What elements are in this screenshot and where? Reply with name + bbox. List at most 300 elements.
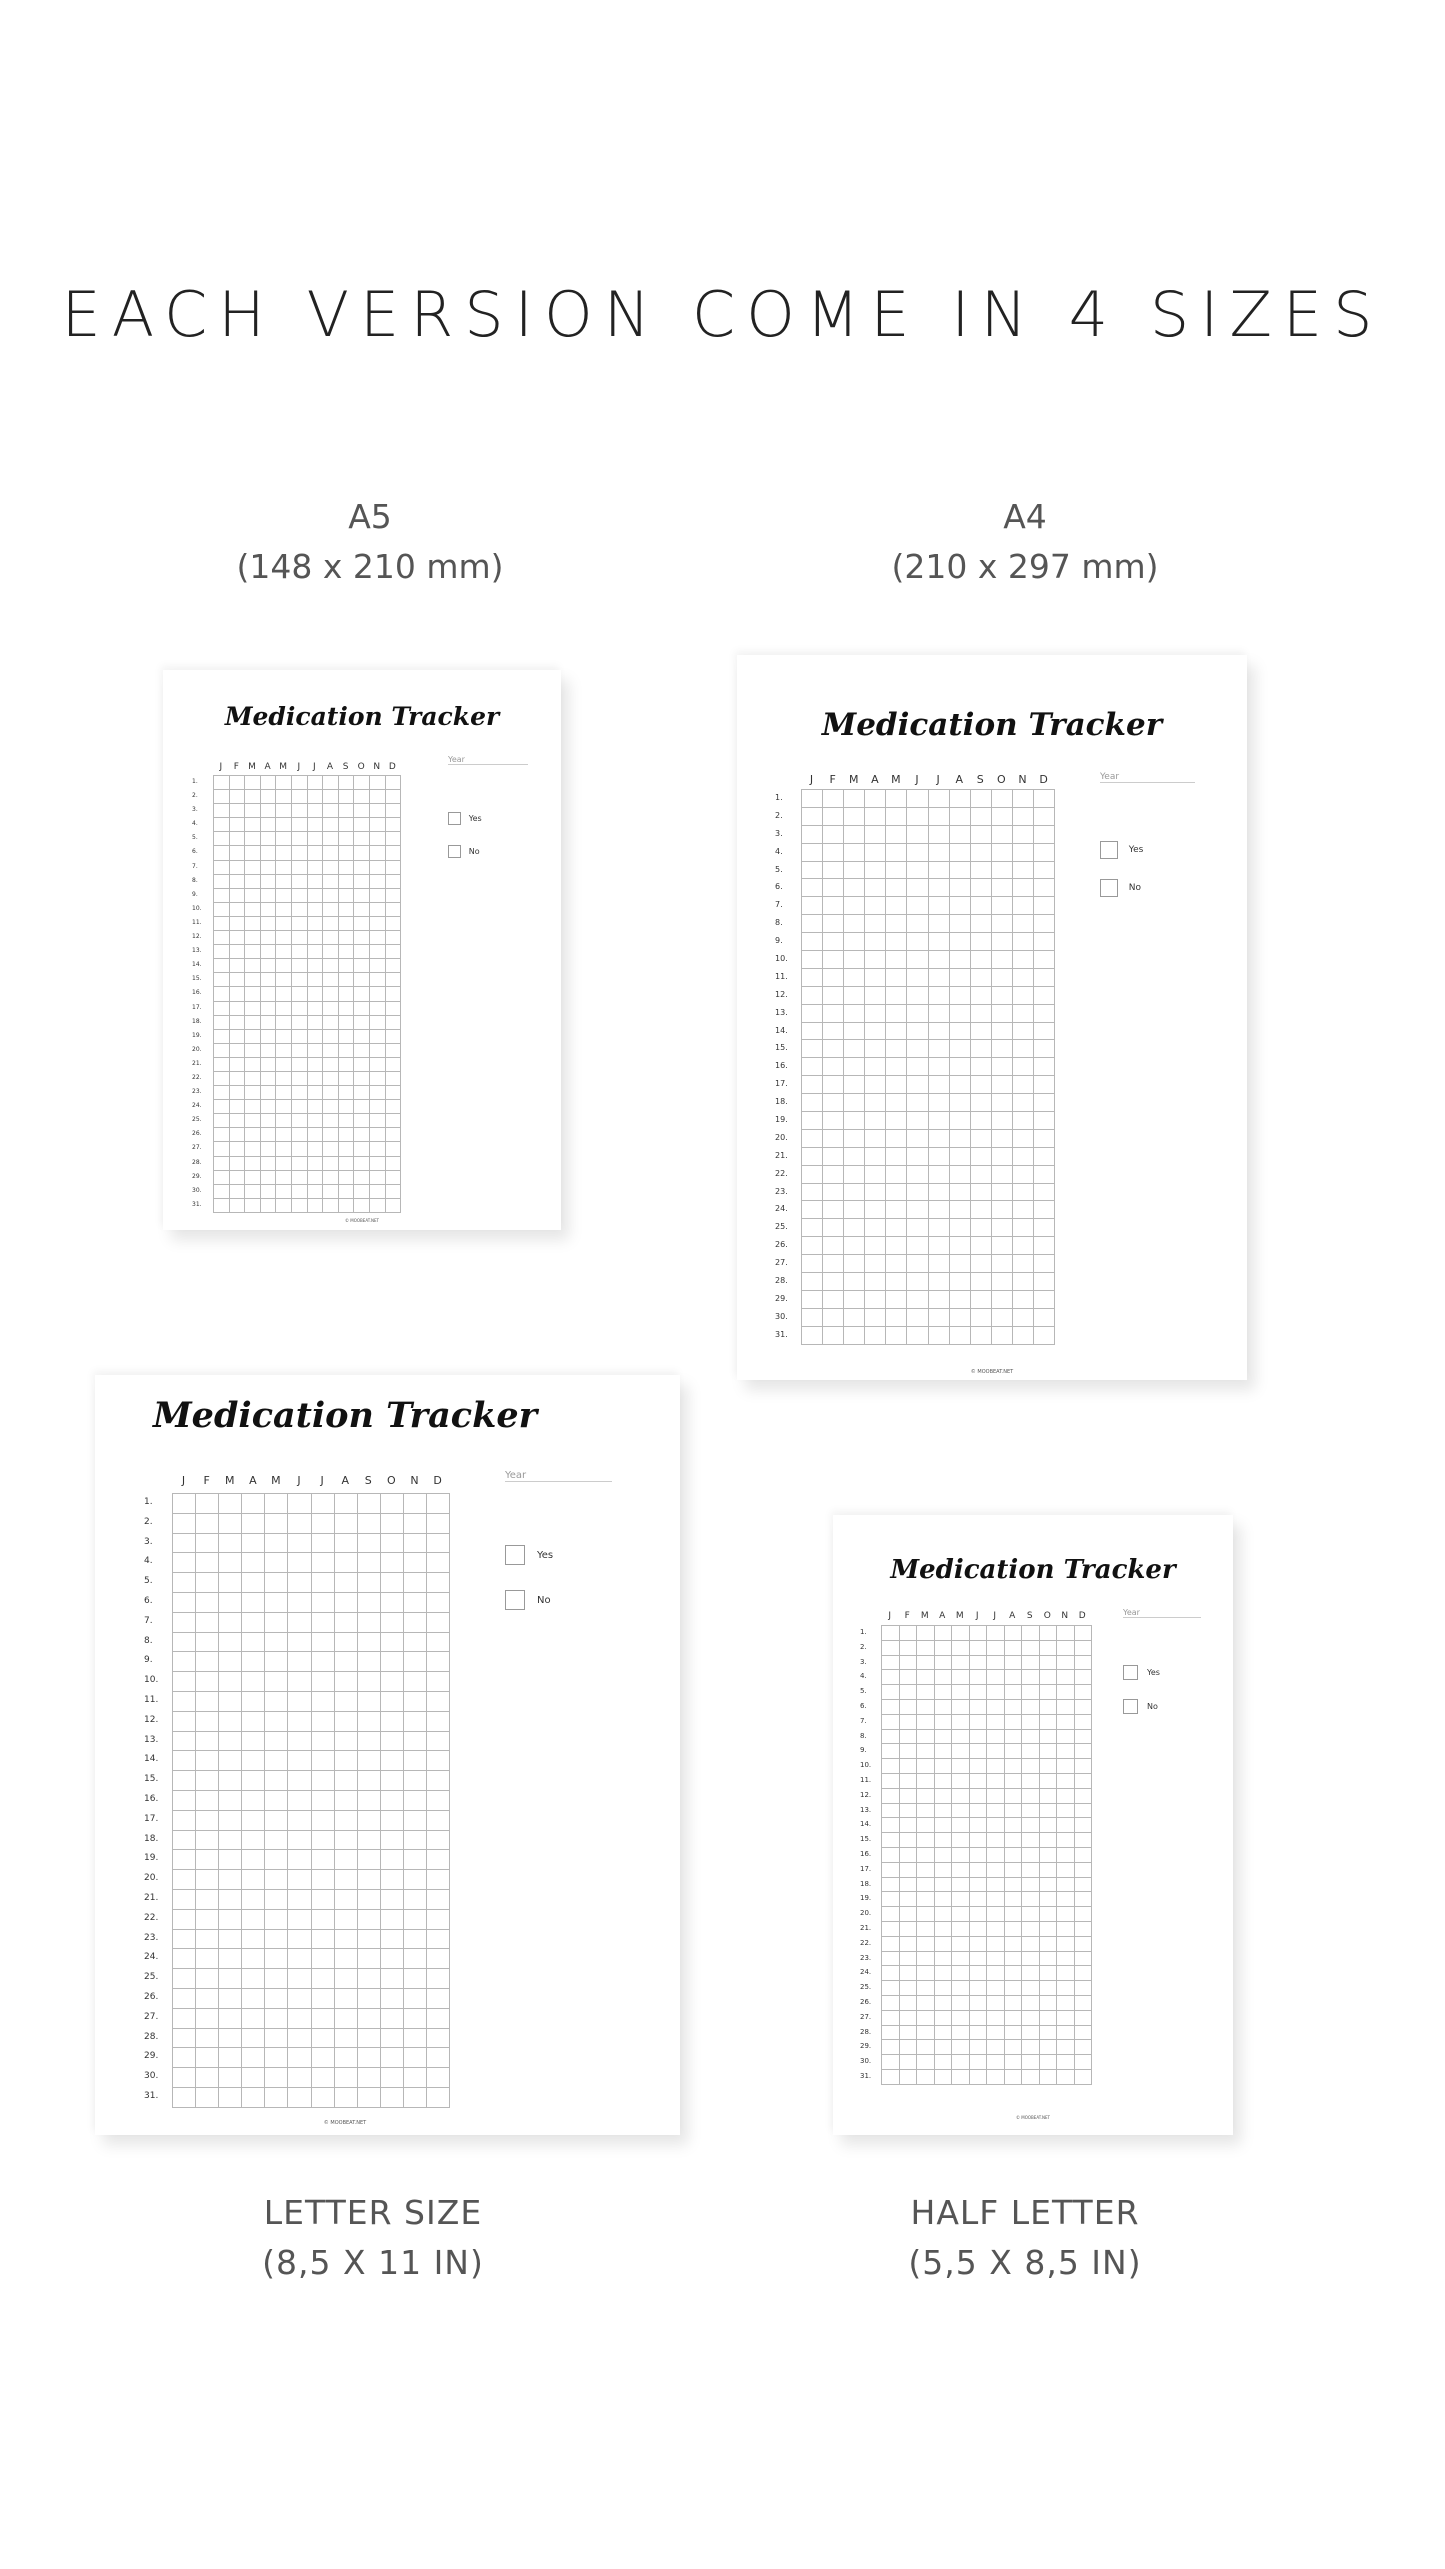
- tracker-cell[interactable]: [1057, 1641, 1075, 1656]
- tracker-cell[interactable]: [865, 1273, 886, 1291]
- tracker-cell[interactable]: [308, 804, 324, 818]
- tracker-cell[interactable]: [335, 1633, 358, 1653]
- tracker-cell[interactable]: [370, 1086, 386, 1100]
- tracker-cell[interactable]: [276, 1002, 292, 1016]
- tracker-cell[interactable]: [386, 1058, 402, 1072]
- tracker-cell[interactable]: [219, 1494, 242, 1514]
- tracker-cell[interactable]: [261, 1142, 277, 1156]
- tracker-cell[interactable]: [950, 790, 971, 808]
- tracker-cell[interactable]: [1005, 2070, 1023, 2085]
- tracker-cell[interactable]: [886, 1058, 907, 1076]
- tracker-cell[interactable]: [1005, 1818, 1023, 1833]
- tracker-cell[interactable]: [844, 1201, 865, 1219]
- tracker-cell[interactable]: [802, 987, 823, 1005]
- tracker-cell[interactable]: [265, 1751, 288, 1771]
- tracker-cell[interactable]: [1075, 1892, 1093, 1907]
- tracker-cell[interactable]: [1005, 1981, 1023, 1996]
- tracker-cell[interactable]: [173, 1613, 196, 1633]
- tracker-cell[interactable]: [386, 776, 402, 790]
- tracker-cell[interactable]: [1075, 1937, 1093, 1952]
- tracker-cell[interactable]: [992, 808, 1013, 826]
- tracker-cell[interactable]: [219, 1573, 242, 1593]
- tracker-cell[interactable]: [1022, 2040, 1040, 2055]
- tracker-cell[interactable]: [1022, 1789, 1040, 1804]
- legend-no-box[interactable]: [448, 845, 461, 858]
- tracker-cell[interactable]: [987, 1907, 1005, 1922]
- tracker-cell[interactable]: [882, 1774, 900, 1789]
- tracker-cell[interactable]: [1040, 1848, 1058, 1863]
- tracker-cell[interactable]: [1057, 1996, 1075, 2011]
- tracker-cell[interactable]: [245, 776, 261, 790]
- tracker-cell[interactable]: [276, 804, 292, 818]
- tracker-cell[interactable]: [987, 1804, 1005, 1819]
- tracker-cell[interactable]: [1034, 1184, 1055, 1202]
- tracker-cell[interactable]: [1034, 1040, 1055, 1058]
- tracker-cell[interactable]: [339, 931, 355, 945]
- tracker-cell[interactable]: [882, 1937, 900, 1952]
- tracker-cell[interactable]: [1040, 1981, 1058, 1996]
- tracker-cell[interactable]: [970, 1730, 988, 1745]
- tracker-cell[interactable]: [335, 1672, 358, 1692]
- tracker-cell[interactable]: [1022, 1759, 1040, 1774]
- tracker-cell[interactable]: [214, 818, 230, 832]
- tracker-cell[interactable]: [1022, 1848, 1040, 1863]
- tracker-cell[interactable]: [335, 1732, 358, 1752]
- tracker-cell[interactable]: [886, 951, 907, 969]
- tracker-cell[interactable]: [427, 1652, 450, 1672]
- tracker-cell[interactable]: [1075, 1981, 1093, 1996]
- tracker-cell[interactable]: [1075, 1952, 1093, 1967]
- tracker-cell[interactable]: [865, 1005, 886, 1023]
- tracker-cell[interactable]: [971, 1112, 992, 1130]
- tracker-cell[interactable]: [370, 1002, 386, 1016]
- tracker-cell[interactable]: [865, 1076, 886, 1094]
- tracker-cell[interactable]: [339, 1199, 355, 1213]
- tracker-cell[interactable]: [1005, 2055, 1023, 2070]
- tracker-cell[interactable]: [1034, 987, 1055, 1005]
- tracker-cell[interactable]: [823, 862, 844, 880]
- tracker-cell[interactable]: [358, 1652, 381, 1672]
- tracker-cell[interactable]: [386, 875, 402, 889]
- tracker-cell[interactable]: [1022, 1966, 1040, 1981]
- tracker-cell[interactable]: [992, 1130, 1013, 1148]
- tracker-cell[interactable]: [230, 987, 246, 1001]
- tracker-cell[interactable]: [323, 959, 339, 973]
- tracker-cell[interactable]: [992, 897, 1013, 915]
- tracker-cell[interactable]: [950, 1076, 971, 1094]
- tracker-cell[interactable]: [292, 917, 308, 931]
- tracker-cell[interactable]: [312, 1573, 335, 1593]
- tracker-cell[interactable]: [354, 959, 370, 973]
- tracker-cell[interactable]: [929, 1076, 950, 1094]
- tracker-cell[interactable]: [900, 1996, 918, 2011]
- tracker-cell[interactable]: [802, 1327, 823, 1345]
- tracker-cell[interactable]: [1013, 915, 1034, 933]
- tracker-cell[interactable]: [1057, 1626, 1075, 1641]
- tracker-cell[interactable]: [1005, 1730, 1023, 1745]
- tracker-cell[interactable]: [886, 1005, 907, 1023]
- tracker-cell[interactable]: [987, 2026, 1005, 2041]
- tracker-cell[interactable]: [265, 1949, 288, 1969]
- legend-yes-box[interactable]: [1123, 1665, 1138, 1680]
- tracker-cell[interactable]: [261, 1128, 277, 1142]
- tracker-cell[interactable]: [358, 1751, 381, 1771]
- tracker-cell[interactable]: [265, 2009, 288, 2029]
- tracker-cell[interactable]: [358, 1712, 381, 1732]
- tracker-cell[interactable]: [323, 1100, 339, 1114]
- tracker-cell[interactable]: [276, 875, 292, 889]
- tracker-cell[interactable]: [971, 1291, 992, 1309]
- tracker-cell[interactable]: [288, 2068, 311, 2088]
- tracker-cell[interactable]: [245, 973, 261, 987]
- tracker-cell[interactable]: [173, 1514, 196, 1534]
- tracker-cell[interactable]: [261, 973, 277, 987]
- tracker-cell[interactable]: [245, 861, 261, 875]
- year-field[interactable]: Year: [1100, 772, 1195, 783]
- tracker-cell[interactable]: [245, 832, 261, 846]
- tracker-cell[interactable]: [370, 973, 386, 987]
- tracker-cell[interactable]: [427, 1692, 450, 1712]
- tracker-cell[interactable]: [381, 1732, 404, 1752]
- tracker-cell[interactable]: [288, 2009, 311, 2029]
- tracker-cell[interactable]: [173, 1494, 196, 1514]
- tracker-cell[interactable]: [992, 790, 1013, 808]
- tracker-cell[interactable]: [173, 1811, 196, 1831]
- tracker-cell[interactable]: [917, 1981, 935, 1996]
- tracker-cell[interactable]: [900, 1833, 918, 1848]
- tracker-cell[interactable]: [1040, 1641, 1058, 1656]
- tracker-cell[interactable]: [312, 1910, 335, 1930]
- tracker-cell[interactable]: [802, 1112, 823, 1130]
- tracker-cell[interactable]: [219, 1930, 242, 1950]
- tracker-cell[interactable]: [276, 1185, 292, 1199]
- tracker-cell[interactable]: [214, 1002, 230, 1016]
- tracker-cell[interactable]: [196, 1791, 219, 1811]
- tracker-cell[interactable]: [886, 1148, 907, 1166]
- tracker-cell[interactable]: [354, 1171, 370, 1185]
- tracker-cell[interactable]: [173, 1850, 196, 1870]
- tracker-cell[interactable]: [245, 1016, 261, 1030]
- tracker-cell[interactable]: [339, 1185, 355, 1199]
- tracker-cell[interactable]: [900, 1804, 918, 1819]
- tracker-cell[interactable]: [292, 846, 308, 860]
- tracker-cell[interactable]: [358, 2048, 381, 2068]
- tracker-cell[interactable]: [173, 1910, 196, 1930]
- tracker-cell[interactable]: [987, 1641, 1005, 1656]
- tracker-cell[interactable]: [370, 1044, 386, 1058]
- tracker-cell[interactable]: [339, 1002, 355, 1016]
- tracker-cell[interactable]: [386, 1016, 402, 1030]
- tracker-cell[interactable]: [214, 889, 230, 903]
- tracker-cell[interactable]: [1005, 1685, 1023, 1700]
- tracker-cell[interactable]: [882, 1907, 900, 1922]
- tracker-cell[interactable]: [214, 1142, 230, 1156]
- tracker-cell[interactable]: [865, 879, 886, 897]
- tracker-cell[interactable]: [844, 987, 865, 1005]
- tracker-cell[interactable]: [288, 1553, 311, 1573]
- tracker-cell[interactable]: [929, 1005, 950, 1023]
- tracker-cell[interactable]: [219, 2009, 242, 2029]
- tracker-cell[interactable]: [907, 1219, 928, 1237]
- tracker-cell[interactable]: [929, 987, 950, 1005]
- legend-yes-box[interactable]: [448, 812, 461, 825]
- tracker-cell[interactable]: [358, 2009, 381, 2029]
- tracker-cell[interactable]: [427, 1712, 450, 1732]
- tracker-cell[interactable]: [308, 973, 324, 987]
- tracker-cell[interactable]: [802, 1219, 823, 1237]
- tracker-cell[interactable]: [335, 1989, 358, 2009]
- tracker-cell[interactable]: [1013, 1040, 1034, 1058]
- tracker-cell[interactable]: [219, 2088, 242, 2108]
- tracker-cell[interactable]: [323, 917, 339, 931]
- tracker-cell[interactable]: [882, 1730, 900, 1745]
- tracker-cell[interactable]: [1022, 1730, 1040, 1745]
- tracker-cell[interactable]: [265, 1712, 288, 1732]
- tracker-cell[interactable]: [339, 1016, 355, 1030]
- tracker-cell[interactable]: [971, 1273, 992, 1291]
- tracker-cell[interactable]: [370, 875, 386, 889]
- tracker-cell[interactable]: [427, 1870, 450, 1890]
- tracker-cell[interactable]: [323, 1157, 339, 1171]
- tracker-cell[interactable]: [427, 1573, 450, 1593]
- tracker-cell[interactable]: [276, 1072, 292, 1086]
- tracker-cell[interactable]: [381, 2009, 404, 2029]
- tracker-cell[interactable]: [950, 1327, 971, 1345]
- tracker-cell[interactable]: [354, 804, 370, 818]
- tracker-cell[interactable]: [952, 1670, 970, 1685]
- tracker-cell[interactable]: [900, 1730, 918, 1745]
- tracker-cell[interactable]: [386, 1072, 402, 1086]
- tracker-cell[interactable]: [404, 1553, 427, 1573]
- tracker-cell[interactable]: [882, 1626, 900, 1641]
- tracker-cell[interactable]: [308, 861, 324, 875]
- tracker-cell[interactable]: [917, 1774, 935, 1789]
- tracker-cell[interactable]: [288, 1494, 311, 1514]
- tracker-cell[interactable]: [823, 879, 844, 897]
- tracker-cell[interactable]: [242, 1890, 265, 1910]
- tracker-cell[interactable]: [292, 1058, 308, 1072]
- tracker-cell[interactable]: [265, 1692, 288, 1712]
- tracker-cell[interactable]: [1040, 2040, 1058, 2055]
- tracker-cell[interactable]: [242, 1633, 265, 1653]
- tracker-cell[interactable]: [292, 987, 308, 1001]
- tracker-cell[interactable]: [312, 2009, 335, 2029]
- tracker-cell[interactable]: [900, 2040, 918, 2055]
- tracker-cell[interactable]: [907, 790, 928, 808]
- tracker-cell[interactable]: [242, 1910, 265, 1930]
- tracker-cell[interactable]: [907, 1094, 928, 1112]
- tracker-cell[interactable]: [950, 879, 971, 897]
- tracker-cell[interactable]: [196, 1633, 219, 1653]
- tracker-cell[interactable]: [196, 1771, 219, 1791]
- tracker-cell[interactable]: [265, 1573, 288, 1593]
- tracker-cell[interactable]: [214, 973, 230, 987]
- tracker-cell[interactable]: [386, 1199, 402, 1213]
- tracker-cell[interactable]: [242, 1553, 265, 1573]
- tracker-cell[interactable]: [970, 1863, 988, 1878]
- tracker-cell[interactable]: [173, 1593, 196, 1613]
- tracker-cell[interactable]: [844, 1148, 865, 1166]
- tracker-cell[interactable]: [844, 826, 865, 844]
- tracker-cell[interactable]: [1057, 1685, 1075, 1700]
- tracker-cell[interactable]: [381, 1930, 404, 1950]
- tracker-cell[interactable]: [219, 1890, 242, 1910]
- tracker-cell[interactable]: [173, 1930, 196, 1950]
- tracker-cell[interactable]: [1005, 1966, 1023, 1981]
- tracker-cell[interactable]: [261, 818, 277, 832]
- tracker-cell[interactable]: [370, 846, 386, 860]
- tracker-cell[interactable]: [354, 776, 370, 790]
- tracker-cell[interactable]: [339, 1044, 355, 1058]
- tracker-cell[interactable]: [929, 1309, 950, 1327]
- tracker-cell[interactable]: [823, 1076, 844, 1094]
- tracker-cell[interactable]: [950, 1166, 971, 1184]
- tracker-cell[interactable]: [261, 1185, 277, 1199]
- tracker-cell[interactable]: [900, 1981, 918, 1996]
- tracker-cell[interactable]: [381, 1573, 404, 1593]
- tracker-cell[interactable]: [261, 987, 277, 1001]
- tracker-cell[interactable]: [214, 959, 230, 973]
- tracker-cell[interactable]: [1034, 1327, 1055, 1345]
- tracker-cell[interactable]: [339, 818, 355, 832]
- tracker-cell[interactable]: [196, 2029, 219, 2049]
- tracker-cell[interactable]: [844, 844, 865, 862]
- tracker-cell[interactable]: [1075, 1656, 1093, 1671]
- tracker-cell[interactable]: [358, 1989, 381, 2009]
- tracker-cell[interactable]: [219, 1969, 242, 1989]
- tracker-cell[interactable]: [230, 875, 246, 889]
- tracker-cell[interactable]: [219, 1811, 242, 1831]
- tracker-cell[interactable]: [370, 1142, 386, 1156]
- tracker-cell[interactable]: [882, 1789, 900, 1804]
- tracker-cell[interactable]: [1075, 1670, 1093, 1685]
- tracker-cell[interactable]: [1013, 1273, 1034, 1291]
- tracker-cell[interactable]: [971, 844, 992, 862]
- tracker-cell[interactable]: [292, 861, 308, 875]
- tracker-cell[interactable]: [952, 1759, 970, 1774]
- tracker-cell[interactable]: [245, 818, 261, 832]
- tracker-cell[interactable]: [173, 1989, 196, 2009]
- tracker-cell[interactable]: [1022, 1996, 1040, 2011]
- tracker-cell[interactable]: [917, 1700, 935, 1715]
- tracker-cell[interactable]: [265, 1494, 288, 1514]
- tracker-cell[interactable]: [970, 1892, 988, 1907]
- tracker-cell[interactable]: [987, 1670, 1005, 1685]
- tracker-cell[interactable]: [358, 1593, 381, 1613]
- tracker-cell[interactable]: [917, 1789, 935, 1804]
- tracker-cell[interactable]: [245, 790, 261, 804]
- tracker-cell[interactable]: [1034, 1201, 1055, 1219]
- tracker-cell[interactable]: [214, 1114, 230, 1128]
- tracker-cell[interactable]: [427, 1771, 450, 1791]
- tracker-cell[interactable]: [196, 1811, 219, 1831]
- tracker-cell[interactable]: [173, 2029, 196, 2049]
- tracker-cell[interactable]: [358, 1969, 381, 1989]
- tracker-cell[interactable]: [907, 808, 928, 826]
- tracker-cell[interactable]: [1034, 969, 1055, 987]
- tracker-cell[interactable]: [950, 1219, 971, 1237]
- tracker-cell[interactable]: [917, 1670, 935, 1685]
- tracker-cell[interactable]: [1034, 1112, 1055, 1130]
- tracker-cell[interactable]: [1075, 1818, 1093, 1833]
- tracker-cell[interactable]: [917, 2055, 935, 2070]
- tracker-cell[interactable]: [245, 903, 261, 917]
- tracker-cell[interactable]: [823, 1273, 844, 1291]
- tracker-cell[interactable]: [952, 1804, 970, 1819]
- tracker-cell[interactable]: [929, 915, 950, 933]
- tracker-cell[interactable]: [1005, 1670, 1023, 1685]
- tracker-cell[interactable]: [900, 2011, 918, 2026]
- tracker-cell[interactable]: [230, 1128, 246, 1142]
- tracker-cell[interactable]: [308, 1002, 324, 1016]
- tracker-cell[interactable]: [323, 1002, 339, 1016]
- tracker-cell[interactable]: [886, 1201, 907, 1219]
- tracker-cell[interactable]: [907, 933, 928, 951]
- tracker-cell[interactable]: [987, 1952, 1005, 1967]
- tracker-cell[interactable]: [219, 2048, 242, 2068]
- tracker-cell[interactable]: [1034, 1166, 1055, 1184]
- tracker-cell[interactable]: [335, 1930, 358, 1950]
- tracker-cell[interactable]: [276, 959, 292, 973]
- tracker-cell[interactable]: [323, 1171, 339, 1185]
- tracker-cell[interactable]: [288, 1573, 311, 1593]
- tracker-cell[interactable]: [950, 1148, 971, 1166]
- tracker-cell[interactable]: [242, 1989, 265, 2009]
- tracker-cell[interactable]: [386, 1086, 402, 1100]
- tracker-cell[interactable]: [386, 889, 402, 903]
- tracker-cell[interactable]: [1022, 1700, 1040, 1715]
- tracker-cell[interactable]: [844, 1094, 865, 1112]
- tracker-cell[interactable]: [196, 2068, 219, 2088]
- tracker-cell[interactable]: [1075, 1626, 1093, 1641]
- tracker-cell[interactable]: [230, 917, 246, 931]
- tracker-cell[interactable]: [987, 1626, 1005, 1641]
- tracker-cell[interactable]: [935, 1656, 953, 1671]
- tracker-cell[interactable]: [265, 1890, 288, 1910]
- tracker-cell[interactable]: [288, 1949, 311, 1969]
- tracker-cell[interactable]: [261, 1058, 277, 1072]
- tracker-cell[interactable]: [907, 987, 928, 1005]
- tracker-cell[interactable]: [214, 917, 230, 931]
- tracker-cell[interactable]: [354, 1199, 370, 1213]
- tracker-cell[interactable]: [230, 1157, 246, 1171]
- tracker-cell[interactable]: [219, 1850, 242, 1870]
- tracker-cell[interactable]: [865, 1291, 886, 1309]
- tracker-cell[interactable]: [427, 1890, 450, 1910]
- tracker-cell[interactable]: [354, 1100, 370, 1114]
- tracker-cell[interactable]: [823, 844, 844, 862]
- tracker-cell[interactable]: [971, 862, 992, 880]
- tracker-cell[interactable]: [312, 1870, 335, 1890]
- tracker-cell[interactable]: [265, 2088, 288, 2108]
- tracker-cell[interactable]: [929, 808, 950, 826]
- tracker-cell[interactable]: [386, 832, 402, 846]
- tracker-cell[interactable]: [292, 1100, 308, 1114]
- tracker-cell[interactable]: [802, 915, 823, 933]
- tracker-cell[interactable]: [288, 1751, 311, 1771]
- tracker-cell[interactable]: [242, 1791, 265, 1811]
- tracker-cell[interactable]: [1040, 1715, 1058, 1730]
- tracker-cell[interactable]: [1013, 879, 1034, 897]
- tracker-cell[interactable]: [907, 1148, 928, 1166]
- tracker-cell[interactable]: [886, 1166, 907, 1184]
- tracker-cell[interactable]: [358, 1672, 381, 1692]
- tracker-cell[interactable]: [929, 933, 950, 951]
- tracker-cell[interactable]: [219, 1534, 242, 1554]
- tracker-cell[interactable]: [907, 862, 928, 880]
- tracker-cell[interactable]: [312, 1930, 335, 1950]
- tracker-cell[interactable]: [230, 1086, 246, 1100]
